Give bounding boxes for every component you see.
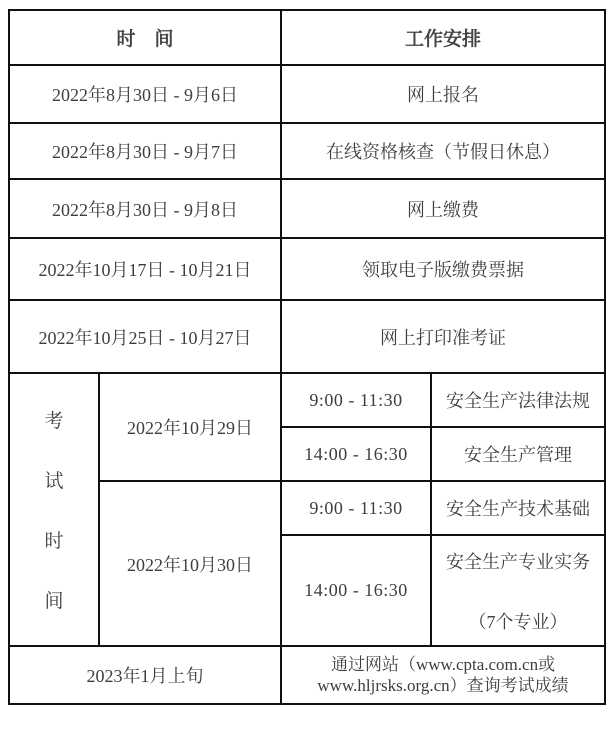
results-work-line1: 通过网站（www.cpta.com.cn或 — [330, 654, 556, 674]
label-char: 试 — [44, 471, 64, 492]
schedule-work-cell: 网上缴费 — [281, 179, 605, 238]
exam-session-time-cell: 14:00 - 16:30 — [281, 535, 431, 646]
exam-subject-cell: 安全生产技术基础 — [431, 481, 605, 535]
schedule-time-cell: 2022年10月25日 - 10月27日 — [9, 300, 281, 373]
exam-subject-cell: 安全生产管理 — [431, 427, 605, 481]
exam-row — [9, 481, 605, 535]
results-work-text — [286, 654, 600, 697]
exam-subject-cell: 安全生产法律法规 — [431, 373, 605, 427]
label-char: 间 — [44, 591, 64, 612]
exam-subject-multiline — [436, 548, 600, 634]
table-row — [9, 238, 605, 300]
label-char: 时 — [44, 531, 64, 552]
header-work: 工作安排 — [281, 10, 605, 65]
table-header-row — [9, 10, 605, 65]
exam-subject-line2: （7个专业） — [468, 611, 568, 632]
exam-session-time-cell: 14:00 - 16:30 — [281, 427, 431, 481]
results-row — [9, 646, 605, 704]
label-char: 考 — [44, 411, 64, 432]
exam-schedule-table — [8, 9, 606, 705]
schedule-time-cell: 2022年10月17日 - 10月21日 — [9, 238, 281, 300]
table-row — [9, 123, 605, 179]
schedule-work-cell: 在线资格核查（节假日休息） — [281, 123, 605, 179]
results-work-line2: www.hljrsks.org.cn）查询考试成绩 — [317, 676, 569, 695]
schedule-time-cell: 2022年8月30日 - 9月6日 — [9, 65, 281, 123]
exam-section-label — [9, 373, 99, 646]
schedule-time-cell: 2022年8月30日 - 9月7日 — [9, 123, 281, 179]
schedule-work-cell: 网上报名 — [281, 65, 605, 123]
table-row — [9, 300, 605, 373]
exam-session-time-cell: 9:00 - 11:30 — [281, 373, 431, 427]
exam-section-label-text — [14, 406, 94, 613]
table-row — [9, 65, 605, 123]
exam-subject-cell — [431, 535, 605, 646]
exam-subject-line1: 安全生产专业实务 — [446, 551, 591, 572]
schedule-work-cell: 领取电子版缴费票据 — [281, 238, 605, 300]
table-row — [9, 179, 605, 238]
exam-session-time-cell: 9:00 - 11:30 — [281, 481, 431, 535]
results-time-cell: 2023年1月上旬 — [9, 646, 281, 704]
schedule-work-cell: 网上打印准考证 — [281, 300, 605, 373]
schedule-time-cell: 2022年8月30日 - 9月8日 — [9, 179, 281, 238]
results-work-cell — [281, 646, 605, 704]
header-time: 时 间 — [9, 10, 281, 65]
exam-row — [9, 373, 605, 427]
exam-date-cell: 2022年10月30日 — [99, 481, 281, 646]
exam-date-cell: 2022年10月29日 — [99, 373, 281, 481]
